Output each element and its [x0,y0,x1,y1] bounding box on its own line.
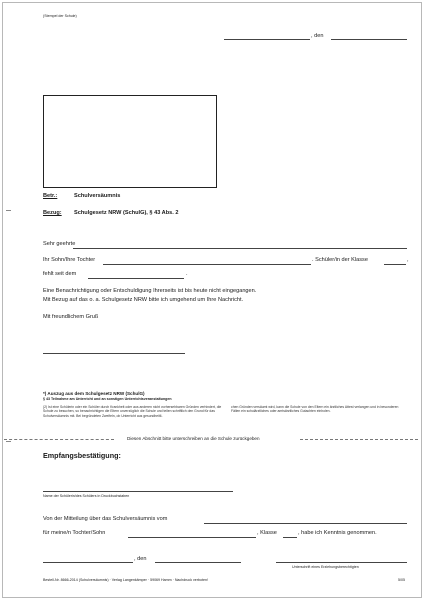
receipt-date-line [204,523,407,524]
child-name-line [103,264,311,265]
bezug-value: Schulgesetz NRW (SchulG), § 43 Abs. 2 [74,210,179,216]
receipt-child-line [128,537,256,538]
receipt-heading: Empfangsbestätigung: [43,451,121,460]
absent-period: . [186,271,188,277]
class-line [384,264,406,265]
parent-signature-line [276,562,407,563]
receipt-child-label: für meine/n Tochter/Sohn [43,530,106,536]
date-line [331,39,407,40]
salutation-line [73,248,407,249]
class-comma: , [407,257,409,263]
place-line [224,39,310,40]
student-name-line [43,491,233,492]
date-separator: , den [311,33,324,39]
absent-since-label: fehlt seit dem [43,271,77,277]
cut-line-left [4,439,114,440]
child-label: Ihr Sohn/Ihre Tochter [43,257,96,263]
receipt-sign-date-line [155,562,241,563]
law-title: *) Auszug aus dem Schulgesetz NRW (SchulG) [43,391,145,396]
notice-paragraph-1: Eine Benachrichtigung oder Entschuldigung Ihrerseits ist bis heute nicht eingegangen. [43,288,257,294]
stamp-label: (Stempel der Schule) [43,14,77,18]
receipt-class-line [283,537,297,538]
law-column-1: (2) Ist eine Schülerin oder ein Schüler durch Krankheit oder aus anderen nicht vorhersehbaren Gründen verhindert, die Schule zu besuchen, so benachrichtigen die Eltern unverzüglich die Schule und teilen schriftlich den Grund für das Schulversäumnis mit. Bei begründeten Zweifeln, ob Unterricht aus gesundheitli- [43,405,222,418]
footer-version: 5/05 [398,578,405,582]
salutation: Sehr geehrte [43,241,76,247]
receipt-place-line [43,562,133,563]
cut-instruction: Diesen Abschnitt bitte unterschreiben an die Schule zurückgeben [127,436,260,441]
closing: Mit freundlichem Gruß [43,314,99,320]
bezug-label: Bezug: [43,210,62,216]
law-column-2: chen Gründen versäumt wird, kann die Schule von den Eltern ein ärztliches Attest verlangen und in besonderen Fällen ein schulärztliches oder amtsärztliches Gutachten einholen. [231,405,399,414]
footer-order-info: Bestell-Nr. 8666-2014 (Schulversäumnis) · Verlag Langenkämper · 59069 Hamm · Nachdruck verboten! [43,578,208,582]
address-window [43,95,217,188]
notice-paragraph-2: Mit Bezug auf das o. a. Schulgesetz NRW bitte ich umgehend um Ihre Nachricht. [43,297,244,303]
fold-mark-top [6,210,11,211]
class-label: . Schüler/in der Klasse [312,257,368,263]
absent-date-line [88,278,184,279]
parent-signature-caption: Unterschrift eines Erziehungsberechtigten [292,565,359,569]
teacher-signature-line [43,353,185,354]
betr-label: Betr.: [43,193,58,199]
receipt-mention: Von der Mitteilung über das Schulversäumnis vom [43,516,168,522]
cut-line-right [300,439,418,440]
receipt-acknowledge: , habe ich Kenntnis genommen. [298,530,377,536]
betr-value: Schulversäumnis [74,193,121,199]
fold-mark-bottom [6,441,11,442]
law-subtitle: § 43 Teilnahme am Unterricht und an sonstigen Unterrichtsveranstaltungen [43,397,172,401]
student-name-caption: Name der Schülerin/des Schülers in Druckbuchstaben [43,494,130,498]
receipt-date-separator: , den [134,556,147,562]
receipt-class-label: , Klasse [257,530,277,536]
